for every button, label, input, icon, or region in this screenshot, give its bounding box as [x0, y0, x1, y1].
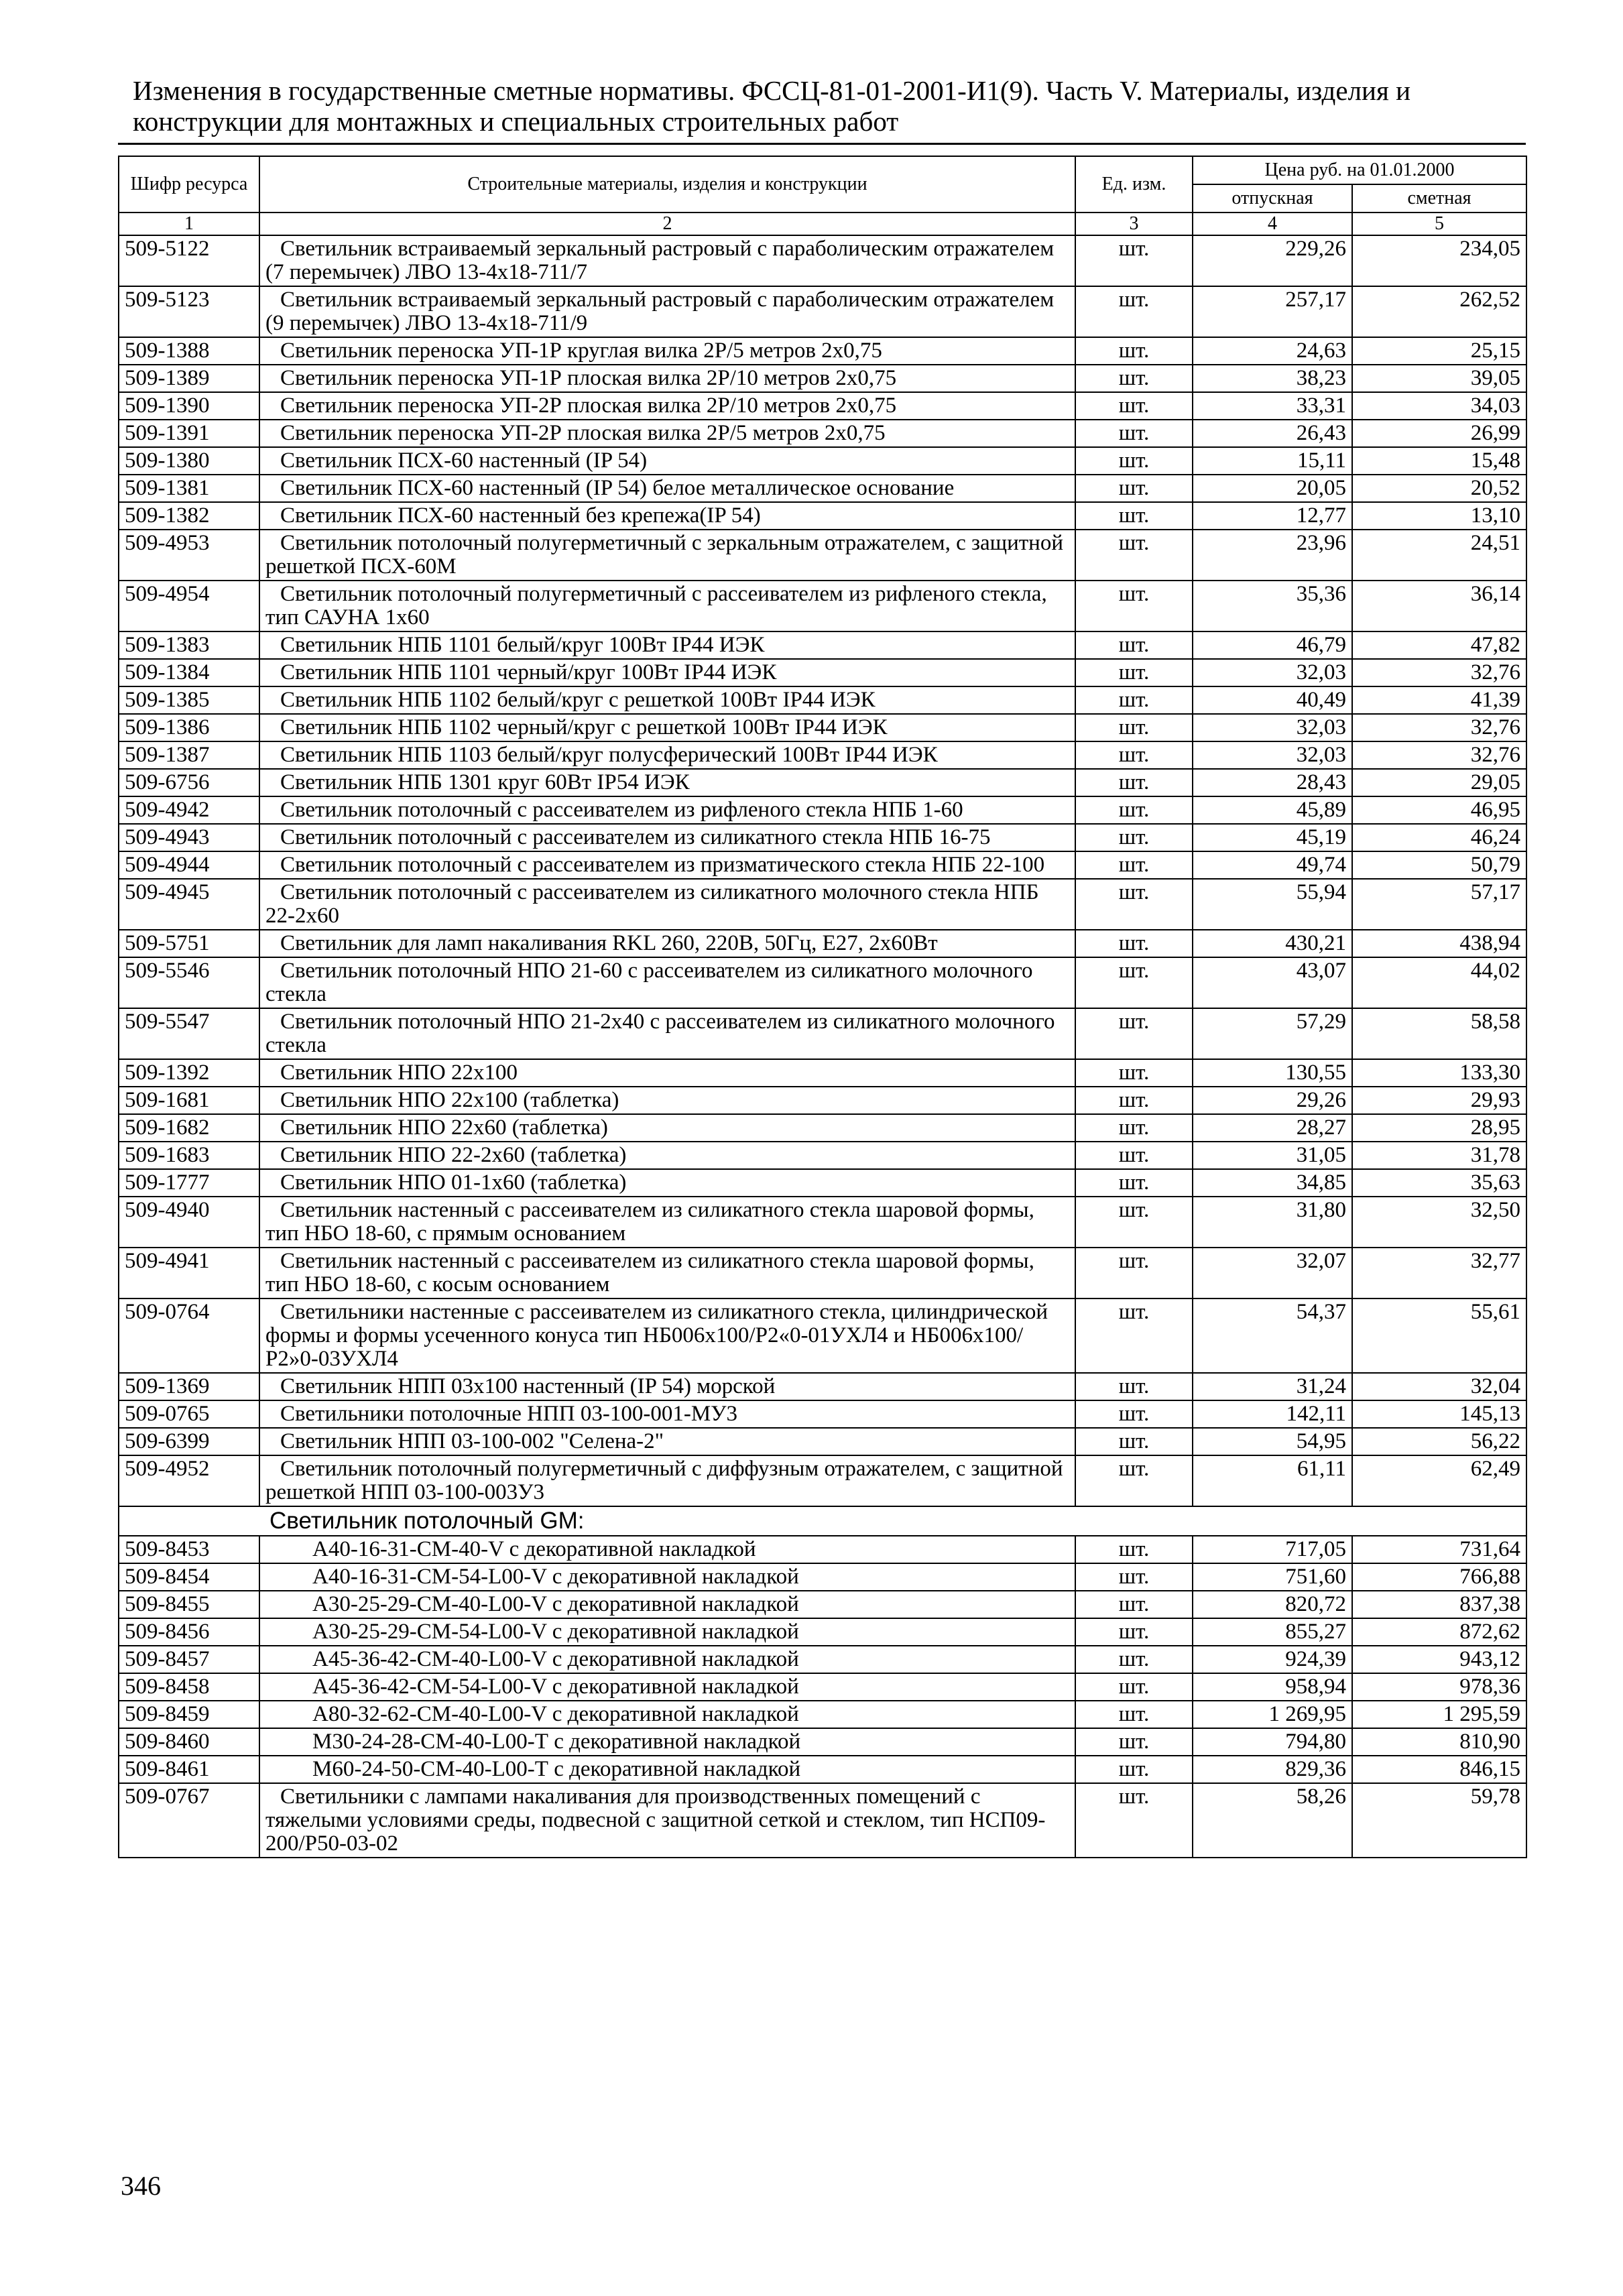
table-row — [119, 1248, 1526, 1298]
resource-name: Светильники потолочные НПП 03-100-001-МУ3 — [259, 1400, 1075, 1428]
resource-code: 509-1682 — [119, 1114, 259, 1142]
resource-code: 509-1390 — [119, 392, 259, 420]
resource-unit: шт. — [1075, 286, 1193, 337]
table-row — [119, 392, 1526, 420]
resource-name: Светильник потолочный НПО 21-2х40 с рассеивателем из силикатного молочного стекла — [259, 1008, 1075, 1059]
price-estimate: 15,48 — [1352, 447, 1526, 475]
resource-unit: шт. — [1075, 1142, 1193, 1169]
price-release: 31,80 — [1193, 1197, 1352, 1248]
resource-code: 509-8459 — [119, 1701, 259, 1728]
resource-unit: шт. — [1075, 1728, 1193, 1756]
resource-code: 509-4943 — [119, 824, 259, 851]
resource-name: Светильник встраиваемый зеркальный растровый с параболическим отражателем (9 перемычек) ЛВО 13-4х18-711/9 — [259, 286, 1075, 337]
price-estimate: 32,76 — [1352, 741, 1526, 769]
resource-name: Светильник НПО 01-1х60 (таблетка) — [259, 1169, 1075, 1197]
table-row — [119, 1298, 1526, 1373]
price-release: 855,27 — [1193, 1618, 1352, 1646]
price-release: 55,94 — [1193, 879, 1352, 930]
resource-code: 509-5546 — [119, 957, 259, 1008]
resource-code: 509-4940 — [119, 1197, 259, 1248]
resource-code: 509-0765 — [119, 1400, 259, 1428]
table-row — [119, 1087, 1526, 1114]
price-estimate: 731,64 — [1352, 1536, 1526, 1563]
resource-code: 509-4952 — [119, 1455, 259, 1506]
table-row — [119, 1114, 1526, 1142]
resource-name: М30-24-28-СМ-40-L00-Т с декоративной накладкой — [259, 1728, 1075, 1756]
resource-unit: шт. — [1075, 631, 1193, 659]
price-release: 46,79 — [1193, 631, 1352, 659]
resource-unit: шт. — [1075, 769, 1193, 796]
price-estimate: 32,76 — [1352, 714, 1526, 741]
column-number: 3 — [1075, 213, 1193, 235]
resource-name: Светильник НПО 22-2х60 (таблетка) — [259, 1142, 1075, 1169]
table-row — [119, 879, 1526, 930]
resource-code: 509-8458 — [119, 1673, 259, 1701]
resource-name: Светильник НПО 22х60 (таблетка) — [259, 1114, 1075, 1142]
price-estimate: 55,61 — [1352, 1298, 1526, 1373]
price-release: 924,39 — [1193, 1646, 1352, 1673]
table-row — [119, 1618, 1526, 1646]
table-row — [119, 1783, 1526, 1858]
price-estimate: 36,14 — [1352, 581, 1526, 631]
resource-name: Светильник НПП 03х100 настенный (IP 54) морской — [259, 1373, 1075, 1400]
price-estimate: 145,13 — [1352, 1400, 1526, 1428]
resource-name: А45-36-42-СМ-40-L00-V с декоративной накладкой — [259, 1646, 1075, 1673]
resource-code: 509-1385 — [119, 686, 259, 714]
resource-code: 509-1382 — [119, 502, 259, 530]
price-estimate: 837,38 — [1352, 1591, 1526, 1618]
resource-unit: шт. — [1075, 741, 1193, 769]
resource-unit: шт. — [1075, 337, 1193, 365]
price-release: 45,89 — [1193, 796, 1352, 824]
column-number: 5 — [1352, 213, 1526, 235]
price-release: 958,94 — [1193, 1673, 1352, 1701]
resource-name: Светильник НПБ 1102 черный/круг с решеткой 100Вт IP44 ИЭК — [259, 714, 1075, 741]
price-estimate: 28,95 — [1352, 1114, 1526, 1142]
resource-unit: шт. — [1075, 659, 1193, 686]
resource-unit: шт. — [1075, 1400, 1193, 1428]
price-release: 45,19 — [1193, 824, 1352, 851]
resource-unit: шт. — [1075, 851, 1193, 879]
price-estimate: 438,94 — [1352, 930, 1526, 957]
resource-code: 509-5123 — [119, 286, 259, 337]
column-number: 1 — [119, 213, 259, 235]
resource-unit: шт. — [1075, 1169, 1193, 1197]
resource-name: Светильник настенный с рассеивателем из силикатного стекла шаровой формы, тип НБО 18-60, с косым основанием — [259, 1248, 1075, 1298]
price-estimate: 1 295,59 — [1352, 1701, 1526, 1728]
price-release: 257,17 — [1193, 286, 1352, 337]
price-release: 820,72 — [1193, 1591, 1352, 1618]
price-estimate: 46,95 — [1352, 796, 1526, 824]
price-release: 28,43 — [1193, 769, 1352, 796]
price-release: 26,43 — [1193, 420, 1352, 447]
resource-code: 509-6399 — [119, 1428, 259, 1455]
resource-code: 509-4954 — [119, 581, 259, 631]
price-release: 32,03 — [1193, 659, 1352, 686]
price-release: 12,77 — [1193, 502, 1352, 530]
price-estimate: 872,62 — [1352, 1618, 1526, 1646]
resource-code: 509-8453 — [119, 1536, 259, 1563]
resource-name: Светильник НПБ 1101 белый/круг 100Вт IP44 ИЭК — [259, 631, 1075, 659]
resource-code: 509-1387 — [119, 741, 259, 769]
price-estimate: 24,51 — [1352, 530, 1526, 581]
resource-code: 509-1383 — [119, 631, 259, 659]
header-price-release: отпускная — [1193, 184, 1352, 213]
resource-code: 509-4942 — [119, 796, 259, 824]
price-estimate: 20,52 — [1352, 475, 1526, 502]
table-row — [119, 631, 1526, 659]
resource-name: Светильник переноска УП-1Р круглая вилка 2Р/5 метров 2х0,75 — [259, 337, 1075, 365]
price-release: 130,55 — [1193, 1059, 1352, 1087]
resource-unit: шт. — [1075, 1428, 1193, 1455]
resource-name: Светильник переноска УП-2Р плоская вилка 2Р/10 метров 2х0,75 — [259, 392, 1075, 420]
resource-name: А30-25-29-СМ-40-L00-V с декоративной накладкой — [259, 1591, 1075, 1618]
table-row — [119, 930, 1526, 957]
resource-code: 509-1380 — [119, 447, 259, 475]
header-name: Строительные материалы, изделия и конструкции — [259, 156, 1075, 213]
table-row — [119, 659, 1526, 686]
price-estimate: 39,05 — [1352, 365, 1526, 392]
resource-code: 509-8454 — [119, 1563, 259, 1591]
table-row — [119, 1563, 1526, 1591]
price-release: 15,11 — [1193, 447, 1352, 475]
resource-name: Светильник НПБ 1103 белый/круг полусферический 100Вт IP44 ИЭК — [259, 741, 1075, 769]
resource-unit: шт. — [1075, 824, 1193, 851]
table-row — [119, 1646, 1526, 1673]
resource-unit: шт. — [1075, 796, 1193, 824]
resource-price-table — [118, 156, 1527, 1858]
price-estimate: 50,79 — [1352, 851, 1526, 879]
resource-name: Светильник НПО 22х100 — [259, 1059, 1075, 1087]
price-release: 430,21 — [1193, 930, 1352, 957]
resource-code: 509-1381 — [119, 475, 259, 502]
price-estimate: 25,15 — [1352, 337, 1526, 365]
price-estimate: 943,12 — [1352, 1646, 1526, 1673]
price-estimate: 32,76 — [1352, 659, 1526, 686]
resource-name: Светильник потолочный полугерметичный с диффузным отражателем, с защитной решеткой НПП 03-100-003У3 — [259, 1455, 1075, 1506]
header-rule — [118, 143, 1526, 145]
price-estimate: 29,93 — [1352, 1087, 1526, 1114]
resource-code: 509-8456 — [119, 1618, 259, 1646]
resource-code: 509-5122 — [119, 235, 259, 286]
price-release: 54,37 — [1193, 1298, 1352, 1373]
price-release: 20,05 — [1193, 475, 1352, 502]
resource-name: Светильник потолочный с рассеивателем из призматического стекла НПБ 22-100 — [259, 851, 1075, 879]
section-title: Светильник потолочный GM: — [119, 1506, 1526, 1536]
resource-name: Светильник встраиваемый зеркальный растровый с параболическим отражателем (7 перемычек) ЛВО 13-4х18-711/7 — [259, 235, 1075, 286]
price-release: 61,11 — [1193, 1455, 1352, 1506]
resource-unit: шт. — [1075, 530, 1193, 581]
resource-code: 509-8455 — [119, 1591, 259, 1618]
resource-unit: шт. — [1075, 1373, 1193, 1400]
resource-unit: шт. — [1075, 1087, 1193, 1114]
table-row — [119, 1673, 1526, 1701]
resource-unit: шт. — [1075, 581, 1193, 631]
table-row — [119, 1728, 1526, 1756]
document-title-line-1: Изменения в государственные сметные нормативы. ФССЦ-81-01-2001-И1(9). Часть V. Материалы, изделия и — [133, 75, 1411, 106]
resource-name: Светильник НПБ 1102 белый/круг с решеткой 100Вт IP44 ИЭК — [259, 686, 1075, 714]
table-row — [119, 502, 1526, 530]
header-unit: Ед. изм. — [1075, 156, 1193, 213]
price-release: 751,60 — [1193, 1563, 1352, 1591]
price-estimate: 31,78 — [1352, 1142, 1526, 1169]
resource-name: Светильник потолочный с рассеивателем из рифленого стекла НПБ 1-60 — [259, 796, 1075, 824]
price-estimate: 133,30 — [1352, 1059, 1526, 1087]
resource-unit: шт. — [1075, 1298, 1193, 1373]
table-row — [119, 365, 1526, 392]
resource-name: Светильник для ламп накаливания RKL 260, 220В, 50Гц, Е27, 2х60Вт — [259, 930, 1075, 957]
resource-name: А40-16-31-СМ-40-V с декоративной накладкой — [259, 1536, 1075, 1563]
price-estimate: 59,78 — [1352, 1783, 1526, 1858]
price-release: 57,29 — [1193, 1008, 1352, 1059]
table-row — [119, 235, 1526, 286]
price-release: 32,03 — [1193, 741, 1352, 769]
price-release: 717,05 — [1193, 1536, 1352, 1563]
resource-code: 509-1388 — [119, 337, 259, 365]
resource-unit: шт. — [1075, 1536, 1193, 1563]
resource-unit: шт. — [1075, 1701, 1193, 1728]
resource-code: 509-1777 — [119, 1169, 259, 1197]
resource-name: Светильник потолочный НПО 21-60 с рассеивателем из силикатного молочного стекла — [259, 957, 1075, 1008]
price-release: 142,11 — [1193, 1400, 1352, 1428]
table-row — [119, 1142, 1526, 1169]
price-release: 31,05 — [1193, 1142, 1352, 1169]
price-release: 38,23 — [1193, 365, 1352, 392]
table-row — [119, 420, 1526, 447]
document-title-line-2: конструкции для монтажных и специальных строительных работ — [133, 106, 899, 137]
price-release: 43,07 — [1193, 957, 1352, 1008]
price-estimate: 46,24 — [1352, 824, 1526, 851]
column-number-row — [119, 213, 1526, 235]
price-release: 31,24 — [1193, 1373, 1352, 1400]
price-release: 34,85 — [1193, 1169, 1352, 1197]
resource-name: Светильник ПСХ-60 настенный без крепежа(IP 54) — [259, 502, 1075, 530]
table-row — [119, 475, 1526, 502]
table-row — [119, 286, 1526, 337]
resource-name: Светильники с лампами накаливания для производственных помещений с тяжелыми условиями среды, подвесной с защитной сеткой и стеклом, тип НСП09-200/Р50-03-02 — [259, 1783, 1075, 1858]
price-release: 54,95 — [1193, 1428, 1352, 1455]
resource-code: 509-1681 — [119, 1087, 259, 1114]
price-estimate: 262,52 — [1352, 286, 1526, 337]
price-release: 23,96 — [1193, 530, 1352, 581]
resource-unit: шт. — [1075, 714, 1193, 741]
price-estimate: 47,82 — [1352, 631, 1526, 659]
resource-code: 509-4941 — [119, 1248, 259, 1298]
resource-name: Светильник НПП 03-100-002 "Селена-2" — [259, 1428, 1075, 1455]
price-estimate: 58,58 — [1352, 1008, 1526, 1059]
resource-unit: шт. — [1075, 447, 1193, 475]
resource-name: Светильник переноска УП-2Р плоская вилка 2Р/5 метров 2х0,75 — [259, 420, 1075, 447]
table-row — [119, 337, 1526, 365]
table-row — [119, 1373, 1526, 1400]
price-estimate: 44,02 — [1352, 957, 1526, 1008]
table-row — [119, 714, 1526, 741]
section-row — [119, 1506, 1526, 1536]
table-row — [119, 824, 1526, 851]
resource-name: Светильник настенный с рассеивателем из силикатного стекла шаровой формы, тип НБО 18-60, с прямым основанием — [259, 1197, 1075, 1248]
resource-unit: шт. — [1075, 1673, 1193, 1701]
table-row — [119, 957, 1526, 1008]
table-row — [119, 1591, 1526, 1618]
resource-name: А80-32-62-СМ-40-L00-V с декоративной накладкой — [259, 1701, 1075, 1728]
price-estimate: 32,50 — [1352, 1197, 1526, 1248]
table-row — [119, 1701, 1526, 1728]
resource-unit: шт. — [1075, 879, 1193, 930]
resource-unit: шт. — [1075, 1783, 1193, 1858]
column-number: 2 — [259, 213, 1075, 235]
resource-name: Светильник НПБ 1101 черный/круг 100Вт IP44 ИЭК — [259, 659, 1075, 686]
resource-unit: шт. — [1075, 235, 1193, 286]
table-row — [119, 1536, 1526, 1563]
price-estimate: 35,63 — [1352, 1169, 1526, 1197]
resource-name: Светильник потолочный полугерметичный с рассеивателем из рифленого стекла, тип САУНА 1х60 — [259, 581, 1075, 631]
resource-code: 509-1386 — [119, 714, 259, 741]
resource-unit: шт. — [1075, 686, 1193, 714]
price-estimate: 32,04 — [1352, 1373, 1526, 1400]
resource-name: Светильник НПО 22х100 (таблетка) — [259, 1087, 1075, 1114]
resource-name: М60-24-50-СМ-40-L00-Т с декоративной накладкой — [259, 1756, 1075, 1783]
resource-unit: шт. — [1075, 1591, 1193, 1618]
table-row — [119, 769, 1526, 796]
resource-name: Светильник ПСХ-60 настенный (IP 54) — [259, 447, 1075, 475]
price-release: 794,80 — [1193, 1728, 1352, 1756]
resource-code: 509-0764 — [119, 1298, 259, 1373]
resource-unit: шт. — [1075, 1455, 1193, 1506]
resource-unit: шт. — [1075, 365, 1193, 392]
table-row — [119, 530, 1526, 581]
table-row — [119, 1008, 1526, 1059]
resource-unit: шт. — [1075, 1248, 1193, 1298]
price-release: 40,49 — [1193, 686, 1352, 714]
resource-code: 509-6756 — [119, 769, 259, 796]
resource-code: 509-8461 — [119, 1756, 259, 1783]
price-release: 24,63 — [1193, 337, 1352, 365]
price-estimate: 766,88 — [1352, 1563, 1526, 1591]
resource-unit: шт. — [1075, 1563, 1193, 1591]
resource-name: Светильники настенные с рассеивателем из силикатного стекла, цилиндрической формы и формы усеченного конуса тип НБ006х100/Р2«0-01УХЛ4 и НБ006х100/Р2»0-03УХЛ4 — [259, 1298, 1075, 1373]
resource-code: 509-1392 — [119, 1059, 259, 1087]
resource-name: Светильник переноска УП-1Р плоская вилка 2Р/10 метров 2х0,75 — [259, 365, 1075, 392]
resource-unit: шт. — [1075, 1059, 1193, 1087]
table-row — [119, 1756, 1526, 1783]
table-row — [119, 1197, 1526, 1248]
resource-code: 509-0767 — [119, 1783, 259, 1858]
price-estimate: 62,49 — [1352, 1455, 1526, 1506]
resource-code: 509-1384 — [119, 659, 259, 686]
resource-unit: шт. — [1075, 1008, 1193, 1059]
resource-name: Светильник потолочный полугерметичный с зеркальным отражателем, с защитной решеткой ПСХ-60М — [259, 530, 1075, 581]
document-header — [133, 75, 1520, 137]
resource-name: Светильник НПБ 1301 круг 60Вт IP54 ИЭК — [259, 769, 1075, 796]
resource-code: 509-4953 — [119, 530, 259, 581]
resource-name: А40-16-31-СМ-54-L00-V с декоративной накладкой — [259, 1563, 1075, 1591]
price-estimate: 56,22 — [1352, 1428, 1526, 1455]
table-row — [119, 851, 1526, 879]
price-estimate: 34,03 — [1352, 392, 1526, 420]
resource-unit: шт. — [1075, 1114, 1193, 1142]
resource-code: 509-1683 — [119, 1142, 259, 1169]
price-release: 29,26 — [1193, 1087, 1352, 1114]
resource-name: А30-25-29-СМ-54-L00-V с декоративной накладкой — [259, 1618, 1075, 1646]
resource-code: 509-4944 — [119, 851, 259, 879]
resource-unit: шт. — [1075, 1756, 1193, 1783]
resource-code: 509-1389 — [119, 365, 259, 392]
resource-unit: шт. — [1075, 930, 1193, 957]
price-release: 1 269,95 — [1193, 1701, 1352, 1728]
resource-code: 509-4945 — [119, 879, 259, 930]
price-release: 829,36 — [1193, 1756, 1352, 1783]
price-release: 58,26 — [1193, 1783, 1352, 1858]
resource-unit: шт. — [1075, 1618, 1193, 1646]
table-row — [119, 1455, 1526, 1506]
price-release: 49,74 — [1193, 851, 1352, 879]
price-estimate: 810,90 — [1352, 1728, 1526, 1756]
price-estimate: 57,17 — [1352, 879, 1526, 930]
price-estimate: 29,05 — [1352, 769, 1526, 796]
resource-code: 509-5547 — [119, 1008, 259, 1059]
page-number: 346 — [121, 2171, 161, 2201]
resource-code: 509-5751 — [119, 930, 259, 957]
table-row — [119, 686, 1526, 714]
resource-unit: шт. — [1075, 1646, 1193, 1673]
resource-code: 509-1391 — [119, 420, 259, 447]
resource-code: 509-1369 — [119, 1373, 259, 1400]
resource-code: 509-8460 — [119, 1728, 259, 1756]
price-release: 28,27 — [1193, 1114, 1352, 1142]
price-release: 32,03 — [1193, 714, 1352, 741]
header-price-group: Цена руб. на 01.01.2000 — [1193, 156, 1526, 184]
price-release: 35,36 — [1193, 581, 1352, 631]
table-row — [119, 1169, 1526, 1197]
price-estimate: 41,39 — [1352, 686, 1526, 714]
header-price-estimate: сметная — [1352, 184, 1526, 213]
table-row — [119, 1428, 1526, 1455]
price-estimate: 26,99 — [1352, 420, 1526, 447]
resource-unit: шт. — [1075, 502, 1193, 530]
price-estimate: 846,15 — [1352, 1756, 1526, 1783]
price-estimate: 978,36 — [1352, 1673, 1526, 1701]
table-row — [119, 1059, 1526, 1087]
resource-name: А45-36-42-СМ-54-L00-V с декоративной накладкой — [259, 1673, 1075, 1701]
resource-name: Светильник ПСХ-60 настенный (IP 54) белое металлическое основание — [259, 475, 1075, 502]
price-release: 229,26 — [1193, 235, 1352, 286]
resource-unit: шт. — [1075, 957, 1193, 1008]
table-body — [119, 213, 1526, 1858]
table-row — [119, 1400, 1526, 1428]
resource-unit: шт. — [1075, 392, 1193, 420]
price-release: 32,07 — [1193, 1248, 1352, 1298]
price-estimate: 13,10 — [1352, 502, 1526, 530]
resource-name: Светильник потолочный с рассеивателем из силикатного стекла НПБ 16-75 — [259, 824, 1075, 851]
resource-unit: шт. — [1075, 475, 1193, 502]
table-row — [119, 447, 1526, 475]
table-row — [119, 581, 1526, 631]
resource-unit: шт. — [1075, 420, 1193, 447]
header-code: Шифр ресурса — [119, 156, 259, 213]
table-row — [119, 796, 1526, 824]
column-number: 4 — [1193, 213, 1352, 235]
price-estimate: 234,05 — [1352, 235, 1526, 286]
price-release: 33,31 — [1193, 392, 1352, 420]
table-row — [119, 741, 1526, 769]
resource-name: Светильник потолочный с рассеивателем из силикатного молочного стекла НПБ 22-2х60 — [259, 879, 1075, 930]
resource-code: 509-8457 — [119, 1646, 259, 1673]
price-estimate: 32,77 — [1352, 1248, 1526, 1298]
resource-unit: шт. — [1075, 1197, 1193, 1248]
